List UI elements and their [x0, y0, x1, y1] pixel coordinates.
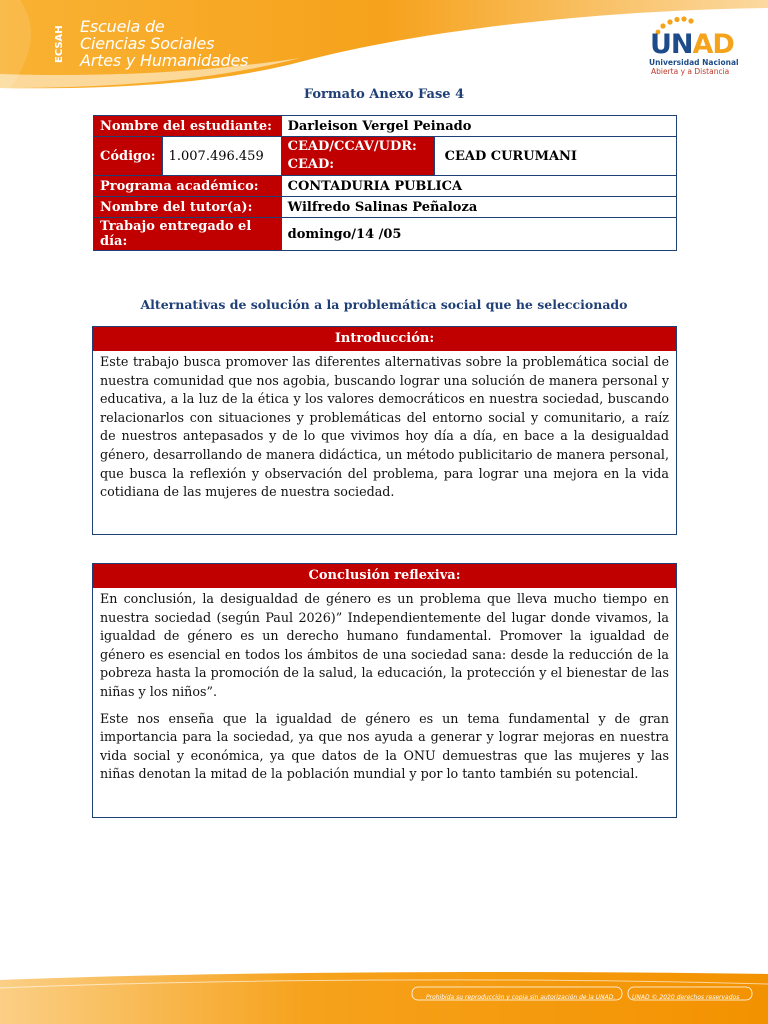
conclusion-paragraph-2: Este nos enseña que la igualdad de género es un tema fundamental y de gran importancia para la sociedad, ya que nos ayuda a generar y lograr mejoras en nuestra vida social y económica, ya que datos de la ONU demuestras que las mujeres y las niñas denotan la mitad de la población mundial y por lo tanto también su potencial. — [100, 710, 669, 782]
introduccion-body — [93, 351, 676, 512]
unad-subtitle-2: Abierta y a Distancia — [651, 67, 730, 76]
document-title: Formato Anexo Fase 4 — [303, 87, 465, 102]
tutor-value: Wilfredo Salinas Peñaloza — [281, 197, 676, 218]
section-title: Alternativas de solución a la problemática social que he seleccionado — [140, 297, 628, 312]
footer-note-right: UNAD © 2020 derechos reservados — [632, 994, 740, 1001]
table-row — [94, 137, 677, 176]
cead-label — [281, 137, 434, 176]
student-info-table — [93, 115, 677, 251]
table-row — [94, 218, 677, 251]
delivered-label: Trabajo entregado el día: — [94, 218, 282, 251]
unad-wordmark — [650, 29, 734, 60]
name-value: Darleison Vergel Peinado — [281, 116, 676, 137]
table-row — [94, 176, 677, 197]
school-line-3: Artes y Humanidades — [80, 51, 249, 70]
conclusion-box — [92, 563, 677, 818]
cead-label-line-2: CEAD: — [287, 157, 335, 172]
conclusion-heading: Conclusión reflexiva: — [93, 564, 676, 588]
unad-subtitle-1: Universidad Nacional — [649, 58, 739, 67]
footer-note-left: Prohibida su reproducción y copia sin autorización de la UNAD. — [426, 994, 616, 1001]
program-value: CONTADURIA PUBLICA — [281, 176, 676, 197]
program-label: Programa académico: — [94, 176, 282, 197]
unad-wordmark-un: UN — [650, 29, 693, 60]
cead-label-line-1: CEAD/CCAV/UDR: — [287, 139, 417, 154]
code-label: Código: — [94, 137, 163, 176]
ecsah-label: ECSAH — [54, 25, 65, 63]
school-line-2: Ciencias Sociales — [80, 34, 215, 53]
name-label: Nombre del estudiante: — [94, 116, 282, 137]
introduccion-box — [92, 326, 677, 535]
code-value: 1.007.496.459 — [162, 137, 281, 176]
table-row — [94, 116, 677, 137]
cead-value: CEAD CURUMANI — [434, 137, 676, 176]
introduccion-text: Este trabajo busca promover las diferentes alternativas sobre la problemática social de nuestra comunidad que nos agobia, buscando lograr una solución de manera personal y educativa, a la luz de la ética y los valores democráticos en nuestra sociedad, buscando relacionarlos con situaciones y problemáticas del entorno social y comunitario, a raíz de nuestros antepasados y de lo que vivimos hoy día a día, en bace a la desigualdad género, desarrollando de manera didáctica, un método publicitario de manera personal, que busca la reflexión y observación del problema, para lograr una mejora en la vida cotidiana de las mujeres de nuestra sociedad. — [100, 354, 669, 500]
tutor-label: Nombre del tutor(a): — [94, 197, 282, 218]
introduccion-heading: Introducción: — [93, 327, 676, 351]
school-line-1: Escuela de — [80, 17, 165, 36]
conclusion-paragraph-1: En conclusión, la desigualdad de género es un problema que lleva mucho tiempo en nuestra sociedad (según Paul 2026)” Independientemente del lugar donde vivamos, la igualdad de género es un derecho humano fundamental. Promover la igualdad de género es esencial en todos los ámbitos de una sociedad sana: desde la reducción de la pobreza hasta la promoción de la salud, la educación, la protección y el bienestar de las niñas y los niños”. — [100, 591, 669, 699]
conclusion-body — [93, 588, 676, 794]
unad-wordmark-ad: AD — [692, 29, 734, 60]
delivered-value: domingo/14 /05 — [281, 218, 676, 251]
table-row — [94, 197, 677, 218]
school-name — [80, 18, 248, 69]
